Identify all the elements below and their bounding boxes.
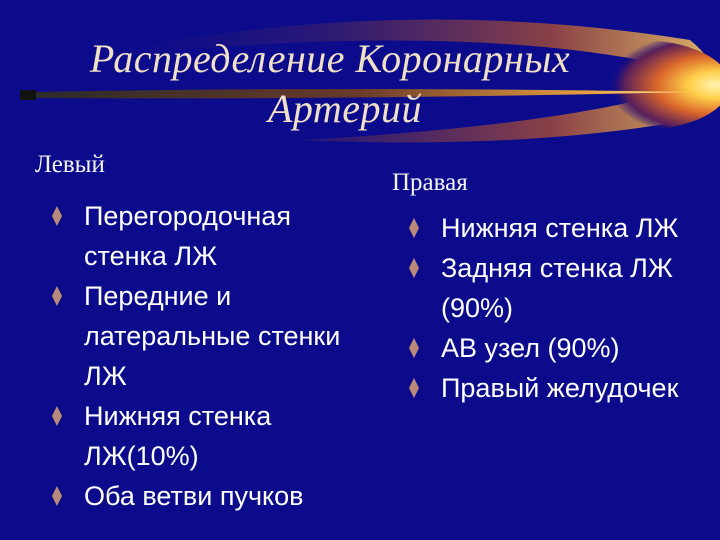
list-item-text: Передние и латеральные стенки ЛЖ [84,281,341,391]
right-artery-list [407,208,707,408]
diamond-bullet-icon [409,338,419,358]
list-item-text: Нижняя стенка ЛЖ(10%) [84,401,272,471]
list-item-text: Оба ветви пучков [84,481,304,511]
list-item [50,476,370,516]
right-column-header: Правая [392,169,468,196]
list-item [407,248,707,328]
list-item-text: Задняя стенка ЛЖ (90%) [441,253,673,323]
diamond-bullet-icon [52,286,62,306]
list-item [407,208,707,248]
diamond-bullet-icon [52,206,62,226]
title-line-1: Распределение Коронарных [89,36,571,81]
diamond-bullet-icon [409,218,419,238]
list-item-text: АВ узел (90%) [441,333,620,363]
title-line-2: Артерий [267,86,423,131]
list-item [407,368,707,408]
list-item [50,196,370,276]
list-item [50,276,370,396]
list-item [50,396,370,476]
diamond-bullet-icon [409,258,419,278]
list-item-text: Нижняя стенка ЛЖ [441,213,679,243]
list-item [407,328,707,368]
diamond-bullet-icon [52,406,62,426]
list-item-text: Перегородочная стенка ЛЖ [84,201,291,271]
diamond-bullet-icon [52,486,62,506]
list-item-text: Правый желудочек [441,373,679,403]
slide-title [0,34,640,134]
left-column-header: Левый [35,151,105,178]
diamond-bullet-icon [409,378,419,398]
left-artery-list [50,196,370,516]
